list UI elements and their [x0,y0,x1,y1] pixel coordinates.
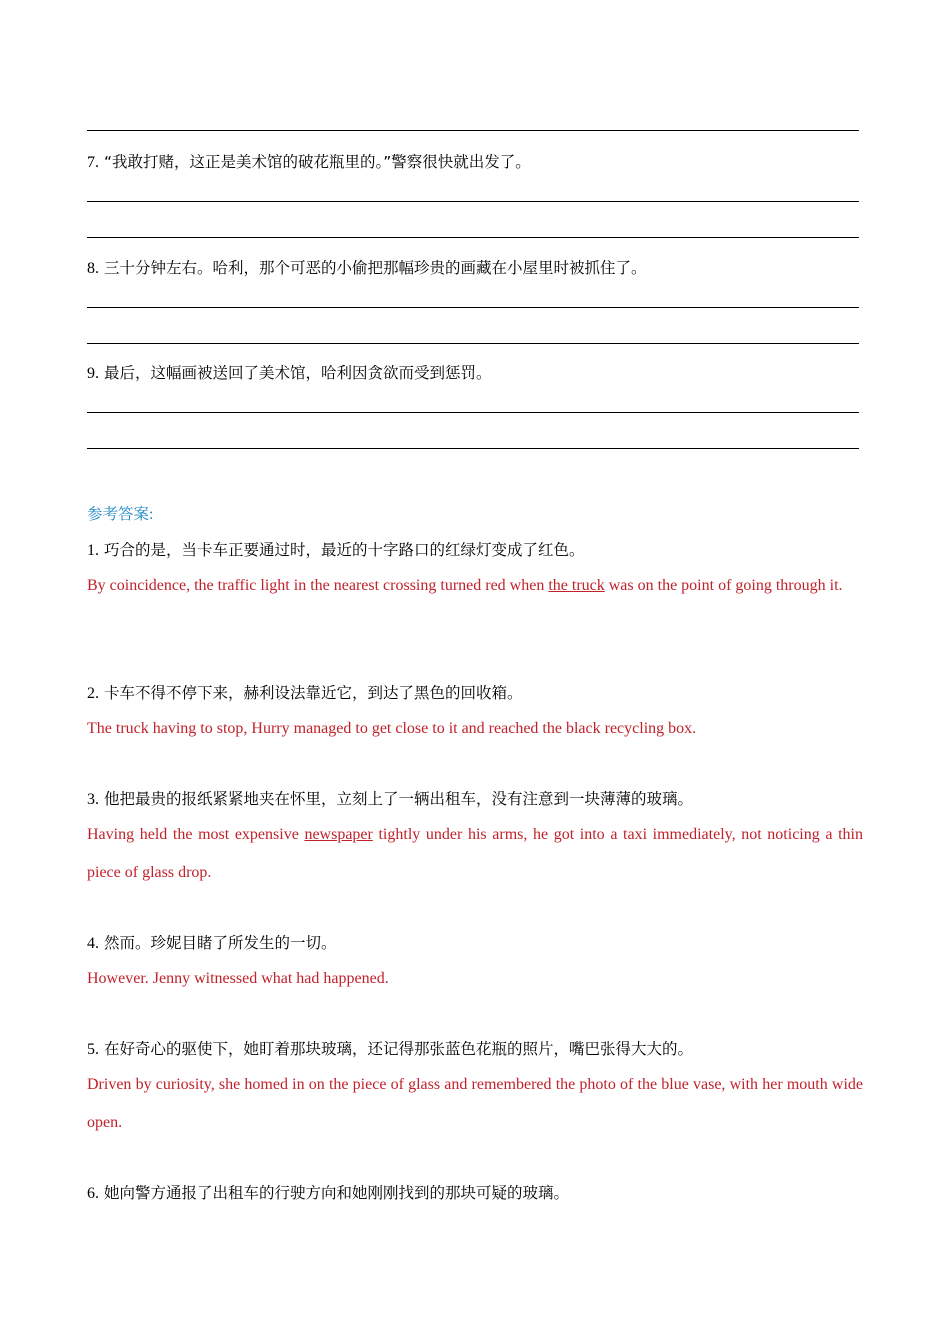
item-number: 8. [87,260,99,277]
item-text: “我敢打赌，这正是美术馆的破花瓶里的。”警察很快就出发了。 [103,153,531,171]
answer-text: was on the point of going through it. [604,577,843,594]
item-number: 4. [87,935,99,952]
answer-question-5 [87,1038,867,1061]
item-number: 1. [87,542,99,559]
item-text: 最后，这幅画被送回了美术馆，哈利因贪欲而受到惩罚。 [103,364,492,382]
answer-blank-line [87,201,859,202]
answer-question-1 [87,539,867,562]
answer-question-3 [87,788,867,811]
answer-text: Driven by curiosity, she homed in on the piece of glass and remembered the photo of the blue vase, with her mouth wide open. [87,1076,863,1131]
answer-text: Having held the most expensive [87,826,305,843]
item-text: 他把最贵的报纸紧紧地夹在怀里，立刻上了一辆出租车，没有注意到一块薄薄的玻璃。 [103,790,693,808]
answer-underlined-text: the truck [548,577,605,594]
item-number: 6. [87,1185,99,1202]
answer-translation-4 [87,960,863,998]
item-text: 巧合的是，当卡车正要通过时，最近的十字路口的红绿灯变成了红色。 [103,541,585,559]
answer-underlined-text: newspaper [304,826,373,843]
answers-heading [87,503,153,526]
answer-translation-3 [87,816,863,892]
answer-blank-line [87,448,859,449]
answer-text: However. Jenny witnessed what had happened. [87,970,389,987]
answer-question-4 [87,932,867,955]
answer-blank-line [87,130,859,131]
answer-question-2 [87,682,867,705]
item-text: 卡车不得不停下来，赫利设法靠近它，到达了黑色的回收箱。 [103,684,523,702]
answer-question-6 [87,1182,867,1205]
answer-translation-2 [87,710,863,748]
exercise-item-9 [87,362,867,385]
exercise-item-7 [87,151,867,174]
answer-blank-line [87,343,859,344]
item-number: 9. [87,365,99,382]
exercise-item-8 [87,257,867,280]
item-number: 7. [87,154,99,171]
answer-translation-5 [87,1066,863,1142]
answer-text: tightly under his arms, he got into a taxi immediately, not noticing a thin piece of glass drop. [87,826,863,881]
item-number: 2. [87,685,99,702]
item-number: 5. [87,1041,99,1058]
item-text: 三十分钟左右。哈利，那个可恶的小偷把那幅珍贵的画藏在小屋里时被抓住了。 [103,259,647,277]
answer-blank-line [87,412,859,413]
item-text: 她向警方通报了出租车的行驶方向和她刚刚找到的那块可疑的玻璃。 [103,1184,569,1202]
item-text: 在好奇心的驱使下，她盯着那块玻璃，还记得那张蓝色花瓶的照片，嘴巴张得大大的。 [103,1040,693,1058]
answer-text: By coincidence, the traffic light in the nearest crossing turned red when [87,577,549,594]
answer-translation-1 [87,567,863,605]
answer-text: The truck having to stop, Hurry managed to get close to it and reached the black recycling box. [87,720,697,737]
item-number: 3. [87,791,99,808]
answer-blank-line [87,307,859,308]
item-text: 然而。珍妮目睹了所发生的一切。 [103,934,337,952]
answers-heading-label: 参考答案 [87,505,150,523]
answer-blank-line [87,237,859,238]
answers-heading-colon: : [149,506,154,523]
